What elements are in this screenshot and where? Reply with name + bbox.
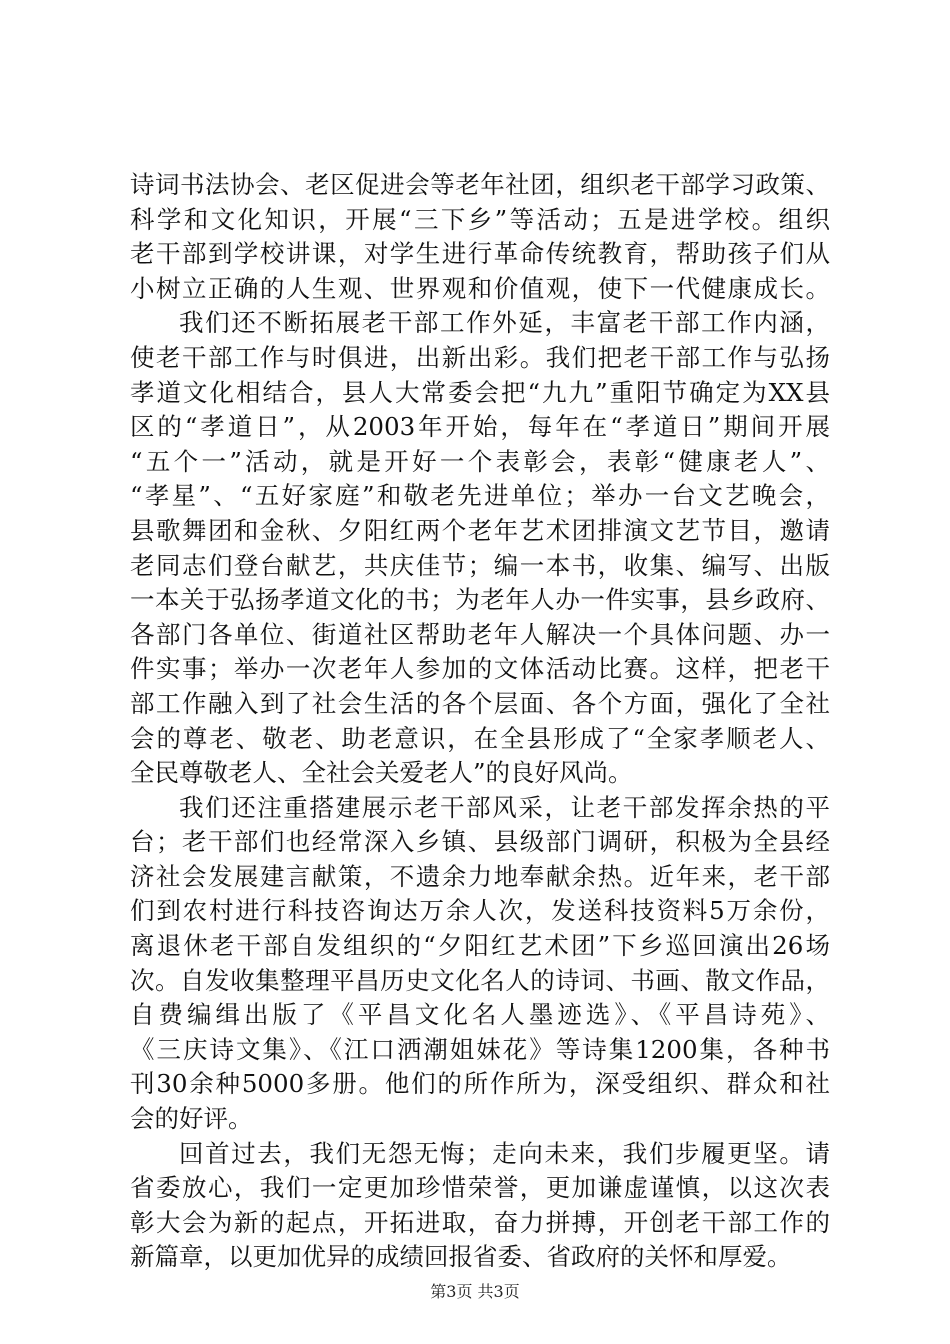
text-line: 刊30余种5000多册。他们的所作所为，深受组织、群众和社 bbox=[130, 1069, 830, 1099]
text-line: 区的“孝道日”，从2003年开始，每年在“孝道日”期间开展 bbox=[130, 412, 830, 442]
text-line: 我们还注重搭建展示老干部风采，让老干部发挥余热的平 bbox=[179, 792, 830, 822]
text-line: 一本关于弘扬孝道文化的书；为老年人办一件实事，县乡政府、 bbox=[130, 585, 830, 615]
text-line: 科学和文化知识，开展“三下乡”等活动；五是进学校。组织 bbox=[130, 204, 830, 234]
document-body bbox=[130, 168, 830, 1275]
text-line: 济社会发展建言献策，不遗余力地奉献余热。近年来，老干部 bbox=[130, 861, 830, 891]
text-line: 全民尊敬老人、全社会关爱老人”的良好风尚。 bbox=[130, 758, 633, 788]
text-line: 部工作融入到了社会生活的各个层面、各个方面，强化了全社 bbox=[130, 688, 830, 718]
text-line: 台；老干部们也经常深入乡镇、县级部门调研，积极为全县经 bbox=[130, 827, 830, 857]
text-line: 孝道文化相结合，县人大常委会把“九九”重阳节确定为XX县 bbox=[130, 377, 830, 407]
text-line: 会的尊老、敬老、助老意识，在全县形成了“全家孝顺老人、 bbox=[130, 723, 830, 753]
text-line: 使老干部工作与时俱进，出新出彩。我们把老干部工作与弘扬 bbox=[130, 342, 830, 372]
text-line: 自费编缉出版了《平昌文化名人墨迹选》、《平昌诗苑》、 bbox=[130, 1000, 830, 1030]
paragraph-4 bbox=[130, 1137, 830, 1275]
text-line: 县歌舞团和金秋、夕阳红两个老年艺术团排演文艺节目，邀请 bbox=[130, 515, 830, 545]
paragraph-1 bbox=[130, 168, 830, 306]
text-line: 彰大会为新的起点，开拓进取，奋力拼搏，开创老干部工作的 bbox=[130, 1207, 830, 1237]
text-line: 各部门各单位、街道社区帮助老年人解决一个具体问题、办一 bbox=[130, 619, 830, 649]
text-line: 我们还不断拓展老干部工作外延，丰富老干部工作内涵， bbox=[179, 308, 830, 338]
text-line: 们到农村进行科技咨询达万余人次，发送科技资料5万余份， bbox=[130, 896, 830, 926]
text-line: 会的好评。 bbox=[130, 1104, 253, 1134]
text-line: “五个一”活动，就是开好一个表彰会，表彰“健康老人”、 bbox=[130, 446, 830, 476]
text-line: 《三庆诗文集》、《江口洒潮姐妹花》等诗集1200集，各种书 bbox=[130, 1034, 830, 1064]
text-line: 件实事；举办一次老年人参加的文体活动比赛。这样，把老干 bbox=[130, 654, 830, 684]
text-line: 省委放心，我们一定更加珍惜荣誉，更加谦虚谨慎，以这次表 bbox=[130, 1173, 830, 1203]
paragraph-3 bbox=[130, 791, 830, 1137]
paragraph-2 bbox=[130, 306, 830, 790]
text-line: 小树立正确的人生观、世界观和价值观，使下一代健康成长。 bbox=[130, 273, 830, 303]
text-line: 新篇章，以更加优异的成绩回报省委、省政府的关怀和厚爱。 bbox=[130, 1242, 792, 1272]
page-number: 第3页 共3页 bbox=[430, 1282, 520, 1301]
text-line: 离退休老干部自发组织的“夕阳红艺术团”下乡巡回演出26场 bbox=[130, 931, 830, 961]
text-line: 回首过去，我们无怨无悔；走向未来，我们步履更坚。请 bbox=[179, 1138, 830, 1168]
text-line: 次。自发收集整理平昌历史文化名人的诗词、书画、散文作品， bbox=[130, 965, 830, 995]
text-line: 老干部到学校讲课，对学生进行革命传统教育，帮助孩子们从 bbox=[130, 239, 830, 269]
text-line: “孝星”、“五好家庭”和敬老先进单位；举办一台文艺晚会， bbox=[130, 481, 830, 511]
text-line: 诗词书法协会、老区促进会等老年社团，组织老干部学习政策、 bbox=[130, 170, 830, 199]
text-line: 老同志们登台献艺，共庆佳节；编一本书，收集、编写、出版 bbox=[130, 550, 830, 580]
